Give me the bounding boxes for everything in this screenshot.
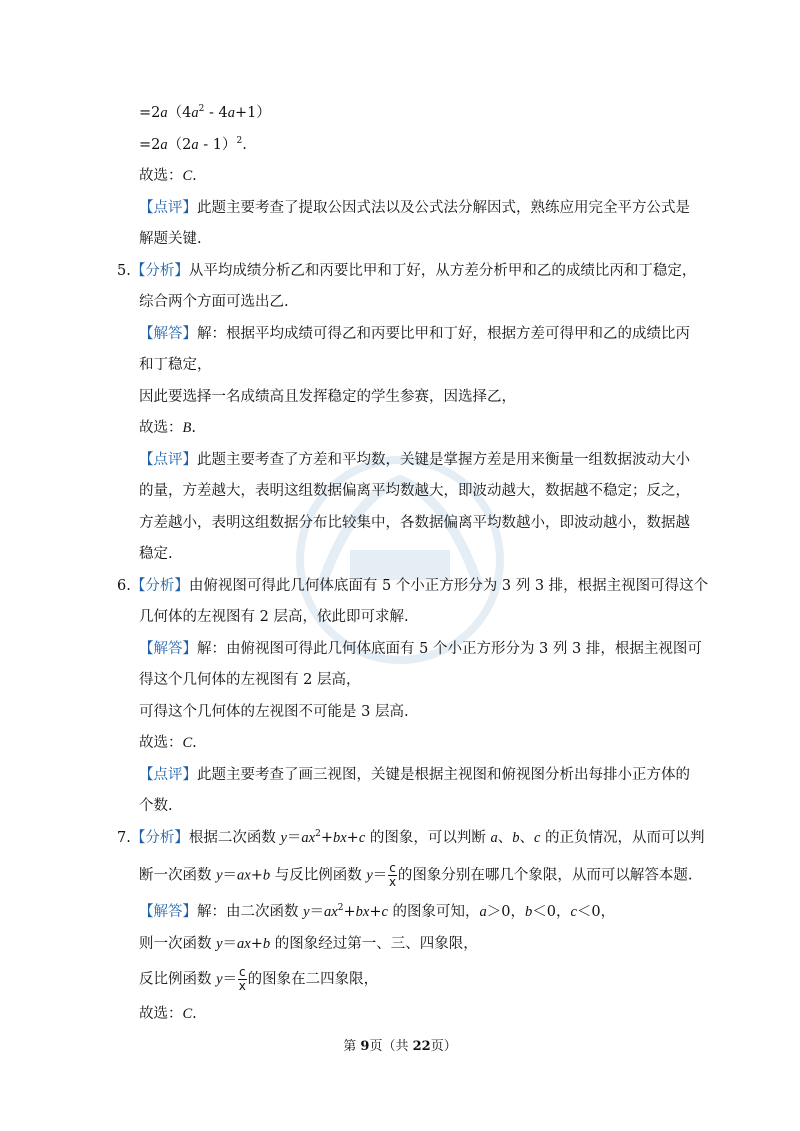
analysis-tag: 【分析】 (130, 830, 189, 846)
answer-tag: 【解答】 (139, 326, 197, 342)
text-line: 的量，方差越大，表明这组数据偏离平均数越大，即波动越大，数据越不稳定；反之， (139, 483, 690, 499)
answer-explanation-line: 【解答】解：由俯视图可得此几何体底面有 5 个小正方形分为 3 列 3 排，根据主视图可 (139, 641, 702, 657)
comment-line: 【点评】此题主要考查了方差和平均数，关键是掌握方差是用来衡量一组数据波动大小 (139, 452, 690, 468)
text-line: 断一次函数 y＝ax+b 与反比例函数 y＝ $\frac{c}{x}$ 的图象分别在哪几个象限，从而可以解答本题. (139, 861, 693, 889)
answer-tag: 【解答】 (139, 641, 197, 657)
text-line: 可得这个几何体的左视图不可能是 3 层高. (139, 704, 409, 720)
question-7-analysis: 7.【分析】根据二次函数 $y=ax^2+bx+c$ 的图象，可以判断 a、b、c 的正负情况，从而可以判 (117, 829, 705, 846)
comment-tag: 【点评】 (139, 200, 197, 216)
text-line: 得这个几何体的左视图有 2 层高， (139, 672, 361, 688)
text-line: 反比例函数 y＝ $\frac{c}{x}$ 的图象在二四象限， (139, 965, 379, 993)
page-number: 9 (360, 1039, 370, 1054)
text-line: 方差越小，表明这组数据分布比较集中，各数据偏离平均数越小，即波动越小，数据越 (139, 515, 690, 531)
question-5-analysis: 5.【分析】从平均成绩分析乙和丙要比甲和丁好，从方差分析甲和乙的成绩比丙和丁稳定， (117, 263, 697, 279)
text-line: 则一次函数 y＝ax+b 的图象经过第一、三、四象限， (139, 936, 478, 952)
text-line: 几何体的左视图有 2 层高，依此即可求解. (139, 609, 409, 625)
fraction: $\frac{c}{x}$ (238, 965, 246, 993)
answer-tag: 【解答】 (139, 904, 197, 920)
answer-explanation-line: 【解答】解：由二次函数 $y=ax^2+bx+c$ 的图象可知，a＞0，b＜0，c＜0， (139, 903, 616, 920)
answer-line: 故选：C. (139, 168, 197, 184)
comment-line: 【点评】此题主要考查了提取公因式法以及公式法分解因式，熟练应用完全平方公式是 (139, 200, 690, 216)
answer-line: 故选：C. (139, 735, 197, 751)
fraction: $\frac{c}{x}$ (389, 861, 397, 889)
question-6-analysis: 6.【分析】由俯视图可得此几何体底面有 5 个小正方形分为 3 列 3 排，根据主视图可得这个 (117, 578, 709, 594)
answer-explanation-line: 【解答】解：根据平均成绩可得乙和丙要比甲和丁好，根据方差可得甲和乙的成绩比丙 (139, 326, 690, 342)
comment-tag: 【点评】 (139, 767, 197, 783)
text-line: 解题关键. (139, 231, 202, 247)
text-line: 和丁稳定， (139, 357, 212, 373)
analysis-tag: 【分析】 (130, 263, 189, 279)
formula-line: $=2a(4a^2 - 4a+1)$ (139, 104, 271, 121)
comment-tag: 【点评】 (139, 452, 197, 468)
text-line: 综合两个方面可选出乙. (139, 294, 289, 310)
comment-line: 【点评】此题主要考查了画三视图，关键是根据主视图和俯视图分析出每排小正方体的 (139, 767, 690, 783)
answer-line: 故选：B. (139, 420, 196, 436)
question-number: 7. (117, 830, 131, 846)
analysis-tag: 【分析】 (130, 578, 189, 594)
question-number: 5. (117, 263, 131, 279)
answer-line: 故选：C. (139, 1006, 197, 1022)
question-number: 6. (117, 578, 131, 594)
text-line: 因此要选择一名成绩高且发挥稳定的学生参赛，因选择乙， (139, 389, 516, 405)
text-line: 个数. (139, 798, 173, 814)
page-footer: 第 9页（共 22页） (343, 1039, 457, 1054)
formula-line: =2a（2a - 1）$^2$. (139, 136, 247, 153)
page-total: 22 (412, 1039, 431, 1054)
text-line: 稳定. (139, 546, 173, 562)
